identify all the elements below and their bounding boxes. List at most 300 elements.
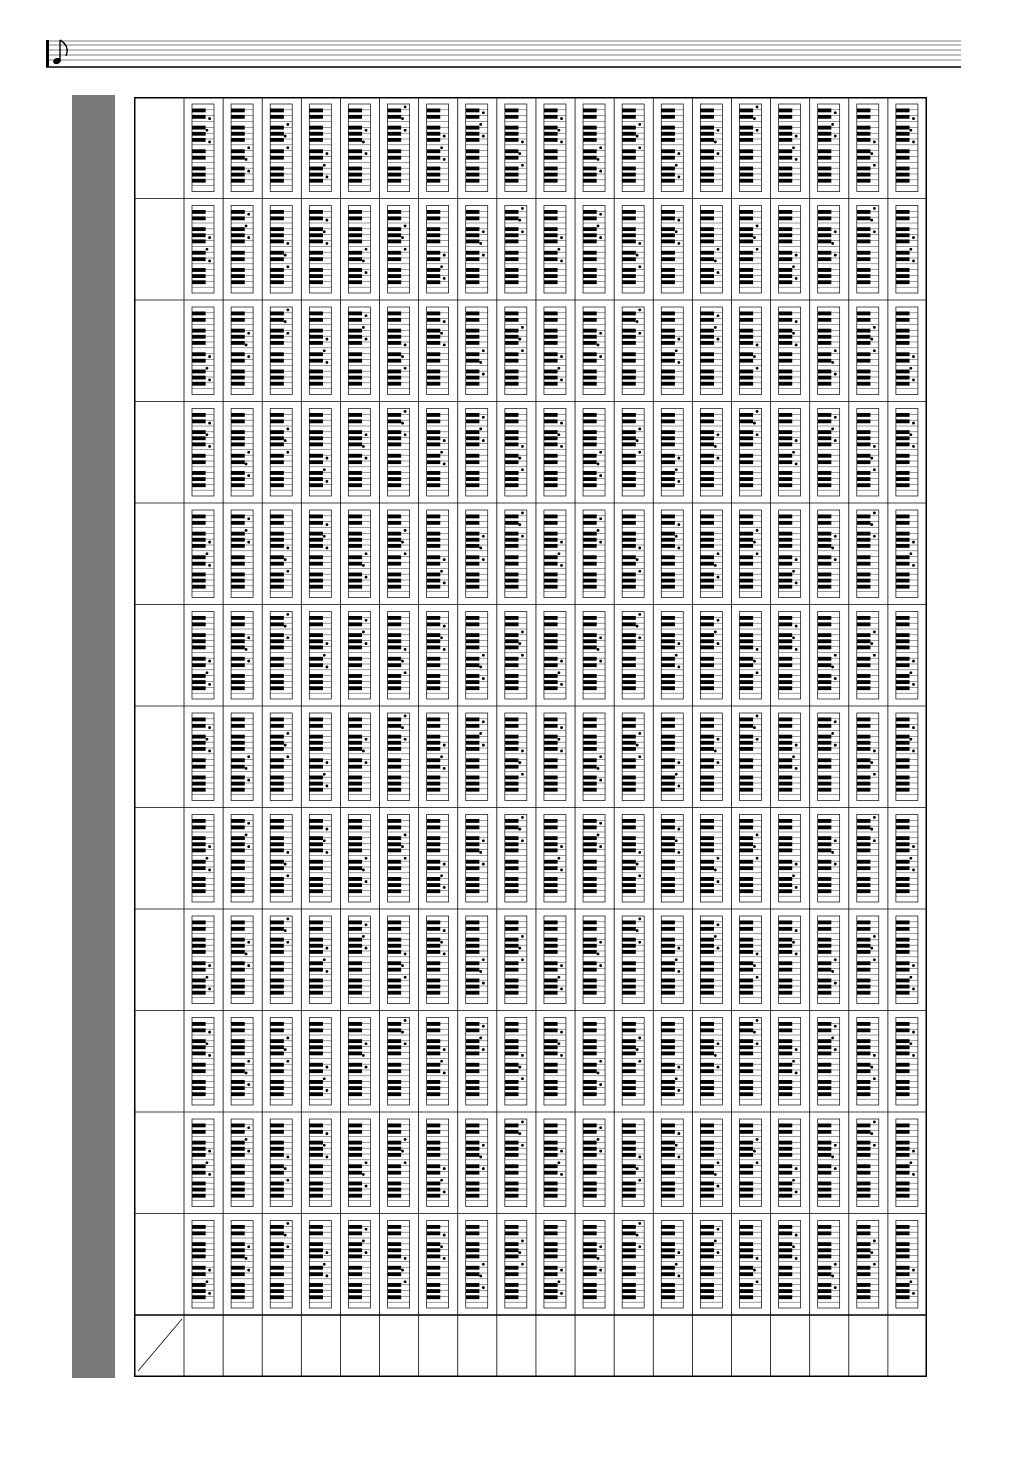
key-dot-icon: [521, 349, 524, 352]
key-dot-icon: [597, 1257, 600, 1260]
keyboard-icon: [427, 1018, 449, 1106]
keyboard-icon: [700, 307, 722, 395]
keyboard-icon: [192, 206, 214, 294]
key-dot-icon: [404, 1019, 407, 1022]
keyboard-icon: [388, 612, 410, 700]
key-dot-icon: [245, 225, 248, 228]
key-dot-icon: [323, 468, 326, 471]
key-dot-icon: [482, 558, 485, 561]
key-dot-icon: [482, 1167, 485, 1170]
key-dot-icon: [401, 1031, 404, 1034]
keyboard-icon: [583, 206, 605, 294]
keyboard-icon: [348, 104, 370, 192]
key-dot-icon: [245, 463, 248, 466]
key-dot-icon: [873, 1144, 876, 1147]
key-dot-icon: [479, 242, 482, 245]
key-dot-icon: [482, 1025, 485, 1028]
key-dot-icon: [401, 964, 404, 967]
key-dot-icon: [518, 947, 521, 950]
keyboard-icon: [270, 1221, 292, 1309]
key-dot-icon: [326, 828, 329, 831]
key-dot-icon: [638, 1060, 641, 1063]
key-dot-icon: [717, 152, 720, 155]
keyboard-icon: [700, 1119, 722, 1207]
key-dot-icon: [717, 576, 720, 579]
key-dot-icon: [247, 1083, 250, 1086]
keyboard-icon: [896, 713, 918, 801]
key-dot-icon: [206, 738, 209, 741]
key-dot-icon: [873, 816, 876, 819]
key-dot-icon: [247, 964, 250, 967]
key-dot-icon: [404, 1280, 407, 1283]
key-dot-icon: [404, 738, 407, 741]
key-dot-icon: [323, 1077, 326, 1080]
key-dot-icon: [286, 123, 289, 126]
key-dot-icon: [482, 1048, 485, 1051]
keyboard-icon: [544, 1221, 566, 1309]
key-dot-icon: [208, 236, 211, 239]
key-dot-icon: [440, 451, 443, 454]
key-dot-icon: [560, 726, 563, 729]
key-dot-icon: [873, 535, 876, 538]
key-dot-icon: [597, 158, 600, 161]
key-dot-icon: [714, 326, 717, 329]
key-dot-icon: [560, 422, 563, 425]
key-dot-icon: [873, 631, 876, 634]
key-dot-icon: [206, 976, 209, 979]
key-dot-icon: [521, 631, 524, 634]
key-dot-icon: [326, 1156, 329, 1159]
key-dot-icon: [909, 1042, 912, 1045]
key-dot-icon: [795, 648, 798, 651]
key-dot-icon: [834, 111, 837, 114]
key-dot-icon: [482, 111, 485, 114]
key-dot-icon: [247, 170, 250, 173]
key-dot-icon: [831, 547, 834, 550]
key-dot-icon: [792, 451, 795, 454]
keyboard-icon: [583, 510, 605, 598]
key-dot-icon: [677, 666, 680, 669]
keyboard-icon: [466, 713, 488, 801]
key-dot-icon: [912, 660, 915, 663]
key-dot-icon: [636, 135, 639, 138]
key-dot-icon: [560, 1292, 563, 1295]
keyboard-icon: [661, 510, 683, 598]
key-dot-icon: [362, 1240, 365, 1243]
key-dot-icon: [717, 642, 720, 645]
key-dot-icon: [286, 1037, 289, 1040]
key-dot-icon: [873, 1077, 876, 1080]
key-dot-icon: [756, 671, 759, 674]
keyboard-icon: [661, 815, 683, 903]
key-dot-icon: [638, 332, 641, 335]
key-dot-icon: [365, 1228, 368, 1231]
key-dot-icon: [873, 773, 876, 776]
key-dot-icon: [286, 428, 289, 431]
key-dot-icon: [443, 344, 446, 347]
keyboard-icon: [779, 1221, 801, 1309]
key-dot-icon: [404, 529, 407, 532]
key-dot-icon: [326, 480, 329, 483]
key-dot-icon: [365, 1185, 368, 1188]
keyboard-icon: [427, 409, 449, 497]
keyboard-icon: [896, 510, 918, 598]
key-dot-icon: [677, 947, 680, 950]
key-dot-icon: [365, 761, 368, 764]
key-dot-icon: [636, 929, 639, 932]
key-dot-icon: [675, 535, 678, 538]
key-dot-icon: [560, 683, 563, 686]
key-dot-icon: [599, 1126, 602, 1129]
staff-lines: [49, 41, 961, 60]
key-dot-icon: [365, 880, 368, 883]
key-dot-icon: [443, 582, 446, 585]
key-dot-icon: [440, 146, 443, 149]
key-dot-icon: [756, 1138, 759, 1141]
key-dot-icon: [208, 141, 211, 144]
key-dot-icon: [753, 236, 756, 239]
key-dot-icon: [362, 750, 365, 753]
key-dot-icon: [834, 349, 837, 352]
keyboard-icon: [270, 916, 292, 1004]
key-dot-icon: [753, 1031, 756, 1034]
keyboard-icon: [779, 612, 801, 700]
key-dot-icon: [365, 576, 368, 579]
key-dot-icon: [714, 445, 717, 448]
key-dot-icon: [912, 1031, 915, 1034]
key-dot-icon: [365, 1251, 368, 1254]
keyboard-icon: [661, 206, 683, 294]
key-dot-icon: [443, 463, 446, 466]
key-dot-icon: [638, 732, 641, 735]
key-dot-icon: [247, 845, 250, 848]
key-dot-icon: [326, 1132, 329, 1135]
keyboard-icon: [466, 916, 488, 1004]
key-dot-icon: [521, 935, 524, 938]
key-dot-icon: [753, 660, 756, 663]
key-dot-icon: [638, 941, 641, 944]
key-dot-icon: [365, 642, 368, 645]
key-dot-icon: [599, 779, 602, 782]
key-dot-icon: [714, 869, 717, 872]
key-dot-icon: [208, 1054, 211, 1057]
key-dot-icon: [834, 230, 837, 233]
key-dot-icon: [443, 648, 446, 651]
key-dot-icon: [792, 332, 795, 335]
key-dot-icon: [560, 260, 563, 263]
keyboard-icon: [348, 1018, 370, 1106]
key-dot-icon: [834, 439, 837, 442]
keyboard-icon: [818, 612, 840, 700]
key-dot-icon: [560, 1269, 563, 1272]
key-dot-icon: [597, 767, 600, 770]
key-dot-icon: [714, 564, 717, 567]
key-dot-icon: [326, 851, 329, 854]
key-dot-icon: [792, 1060, 795, 1063]
key-dot-icon: [912, 750, 915, 753]
key-dot-icon: [909, 367, 912, 370]
key-dot-icon: [714, 260, 717, 263]
key-dot-icon: [638, 1156, 641, 1159]
keyboard-icon: [309, 916, 331, 1004]
key-dot-icon: [560, 750, 563, 753]
key-dot-icon: [677, 152, 680, 155]
keyboard-icon: [661, 713, 683, 801]
key-dot-icon: [599, 541, 602, 544]
keyboard-icon: [857, 104, 879, 192]
key-dot-icon: [482, 654, 485, 657]
key-dot-icon: [326, 338, 329, 341]
key-dot-icon: [247, 517, 250, 520]
key-dot-icon: [753, 117, 756, 120]
key-dot-icon: [717, 248, 720, 251]
key-dot-icon: [326, 242, 329, 245]
key-dot-icon: [912, 1054, 915, 1057]
key-dot-icon: [599, 822, 602, 825]
key-dot-icon: [873, 445, 876, 448]
key-dot-icon: [479, 1275, 482, 1278]
key-dot-icon: [636, 625, 639, 628]
key-dot-icon: [873, 230, 876, 233]
keyboard-icon: [466, 1221, 488, 1309]
key-dot-icon: [560, 445, 563, 448]
keyboard-icon: [857, 409, 879, 497]
key-dot-icon: [558, 1280, 561, 1283]
keyboard-icon: [818, 104, 840, 192]
key-dot-icon: [636, 254, 639, 257]
key-dot-icon: [792, 265, 795, 268]
key-dot-icon: [756, 857, 759, 860]
key-dot-icon: [518, 761, 521, 764]
key-dot-icon: [558, 552, 561, 555]
key-dot-icon: [521, 445, 524, 448]
key-dot-icon: [677, 761, 680, 764]
key-dot-icon: [636, 439, 639, 442]
key-dot-icon: [675, 773, 678, 776]
key-dot-icon: [560, 564, 563, 567]
key-dot-icon: [365, 271, 368, 274]
keyboard-icon: [818, 916, 840, 1004]
keyboard-icon: [505, 1119, 527, 1207]
key-dot-icon: [599, 355, 602, 358]
key-dot-icon: [560, 355, 563, 358]
key-dot-icon: [286, 1156, 289, 1159]
eighth-note-icon: [46, 40, 67, 67]
key-dot-icon: [873, 512, 876, 515]
keyboard-icon: [661, 612, 683, 700]
key-dot-icon: [560, 1150, 563, 1153]
keyboard-icon: [544, 307, 566, 395]
key-dot-icon: [326, 176, 329, 179]
key-dot-icon: [599, 964, 602, 967]
keyboard-icon: [388, 409, 410, 497]
key-dot-icon: [482, 535, 485, 538]
keyboard-icon: [622, 1221, 644, 1309]
key-dot-icon: [286, 309, 289, 312]
key-dot-icon: [479, 732, 482, 735]
key-dot-icon: [404, 1138, 407, 1141]
key-dot-icon: [636, 558, 639, 561]
key-dot-icon: [247, 660, 250, 663]
key-dot-icon: [677, 176, 680, 179]
key-dot-icon: [677, 851, 680, 854]
keyboard-icon: [192, 815, 214, 903]
key-dot-icon: [756, 106, 759, 109]
key-dot-icon: [912, 869, 915, 872]
key-dot-icon: [365, 338, 368, 341]
key-dot-icon: [873, 935, 876, 938]
key-dot-icon: [206, 671, 209, 674]
key-dot-icon: [404, 344, 407, 347]
keyboard-icon: [505, 1018, 527, 1106]
key-dot-icon: [675, 839, 678, 842]
key-dot-icon: [870, 523, 873, 526]
key-dot-icon: [365, 433, 368, 436]
key-dot-icon: [677, 1251, 680, 1254]
key-dot-icon: [284, 1048, 287, 1051]
key-dot-icon: [401, 117, 404, 120]
key-dot-icon: [599, 236, 602, 239]
keyboard-icon: [661, 104, 683, 192]
keyboard-icon: [857, 612, 879, 700]
key-dot-icon: [521, 1077, 524, 1080]
key-dot-icon: [792, 1245, 795, 1248]
key-dot-icon: [870, 219, 873, 222]
keyboard-icon: [388, 1221, 410, 1309]
key-dot-icon: [870, 947, 873, 950]
key-dot-icon: [834, 254, 837, 257]
key-dot-icon: [599, 1060, 602, 1063]
key-dot-icon: [247, 236, 250, 239]
keyboard-icon: [583, 104, 605, 192]
keyboard-icon: [388, 815, 410, 903]
key-dot-icon: [521, 750, 524, 753]
keyboard-icon: [857, 713, 879, 801]
keyboard-icon: [192, 916, 214, 1004]
key-dot-icon: [717, 338, 720, 341]
key-dot-icon: [206, 433, 209, 436]
keyboard-icon: [818, 409, 840, 497]
key-dot-icon: [558, 129, 561, 132]
keyboard-icon: [622, 713, 644, 801]
key-dot-icon: [870, 457, 873, 460]
key-dot-icon: [753, 355, 756, 358]
key-dot-icon: [521, 958, 524, 961]
key-dot-icon: [286, 451, 289, 454]
key-dot-icon: [870, 152, 873, 155]
keyboard-icon: [388, 104, 410, 192]
keyboard-icon: [857, 307, 879, 395]
key-dot-icon: [323, 1263, 326, 1266]
key-dot-icon: [753, 422, 756, 425]
key-dot-icon: [638, 1245, 641, 1248]
key-dot-icon: [870, 642, 873, 645]
key-dot-icon: [636, 1167, 639, 1170]
key-dot-icon: [323, 349, 326, 352]
key-dot-icon: [558, 248, 561, 251]
key-dot-icon: [440, 636, 443, 639]
key-dot-icon: [521, 512, 524, 515]
key-dot-icon: [912, 422, 915, 425]
keyboard-icon: [779, 713, 801, 801]
key-dot-icon: [440, 1060, 443, 1063]
key-dot-icon: [208, 869, 211, 872]
keyboard-icon: [818, 1221, 840, 1309]
key-dot-icon: [638, 265, 641, 268]
key-dot-icon: [482, 744, 485, 747]
key-dot-icon: [560, 141, 563, 144]
key-dot-icon: [326, 642, 329, 645]
key-dot-icon: [795, 135, 798, 138]
key-dot-icon: [912, 845, 915, 848]
key-dot-icon: [365, 738, 368, 741]
key-dot-icon: [326, 666, 329, 669]
keyboard-icon: [544, 1119, 566, 1207]
keyboard-icon: [700, 1018, 722, 1106]
keyboard-icon: [270, 612, 292, 700]
key-dot-icon: [247, 941, 250, 944]
keyboard-icon: [622, 307, 644, 395]
key-dot-icon: [795, 767, 798, 770]
keyboard-icon: [544, 713, 566, 801]
keyboard-icon: [583, 916, 605, 1004]
key-dot-icon: [717, 738, 720, 741]
key-dot-icon: [404, 857, 407, 860]
key-dot-icon: [326, 785, 329, 788]
key-dot-icon: [245, 767, 248, 770]
key-dot-icon: [753, 541, 756, 544]
key-dot-icon: [599, 1245, 602, 1248]
key-dot-icon: [717, 880, 720, 883]
key-dot-icon: [717, 761, 720, 764]
key-dot-icon: [362, 326, 365, 329]
key-dot-icon: [834, 982, 837, 985]
key-dot-icon: [912, 541, 915, 544]
key-dot-icon: [518, 642, 521, 645]
key-dot-icon: [404, 129, 407, 132]
key-dot-icon: [795, 625, 798, 628]
key-dot-icon: [717, 1066, 720, 1069]
key-dot-icon: [912, 683, 915, 686]
key-dot-icon: [756, 129, 759, 132]
key-dot-icon: [834, 654, 837, 657]
key-dot-icon: [440, 755, 443, 758]
keyboard-icon: [700, 612, 722, 700]
keyboard-icon: [739, 815, 761, 903]
keyboard-icon: [466, 307, 488, 395]
key-dot-icon: [482, 416, 485, 419]
key-dot-icon: [870, 1251, 873, 1254]
key-dot-icon: [558, 1161, 561, 1164]
key-dot-icon: [792, 636, 795, 639]
key-dot-icon: [286, 1060, 289, 1063]
key-dot-icon: [284, 863, 287, 866]
key-dot-icon: [599, 636, 602, 639]
key-dot-icon: [208, 750, 211, 753]
keyboard-icon: [896, 409, 918, 497]
keyboard-icon: [544, 409, 566, 497]
keyboard-icon: [231, 104, 253, 192]
key-dot-icon: [365, 947, 368, 950]
key-dot-icon: [675, 1077, 678, 1080]
key-dot-icon: [518, 523, 521, 526]
key-dot-icon: [638, 451, 641, 454]
key-dot-icon: [597, 648, 600, 651]
key-dot-icon: [286, 851, 289, 854]
keyboard-icon: [388, 206, 410, 294]
key-dot-icon: [599, 941, 602, 944]
key-dot-icon: [362, 564, 365, 567]
